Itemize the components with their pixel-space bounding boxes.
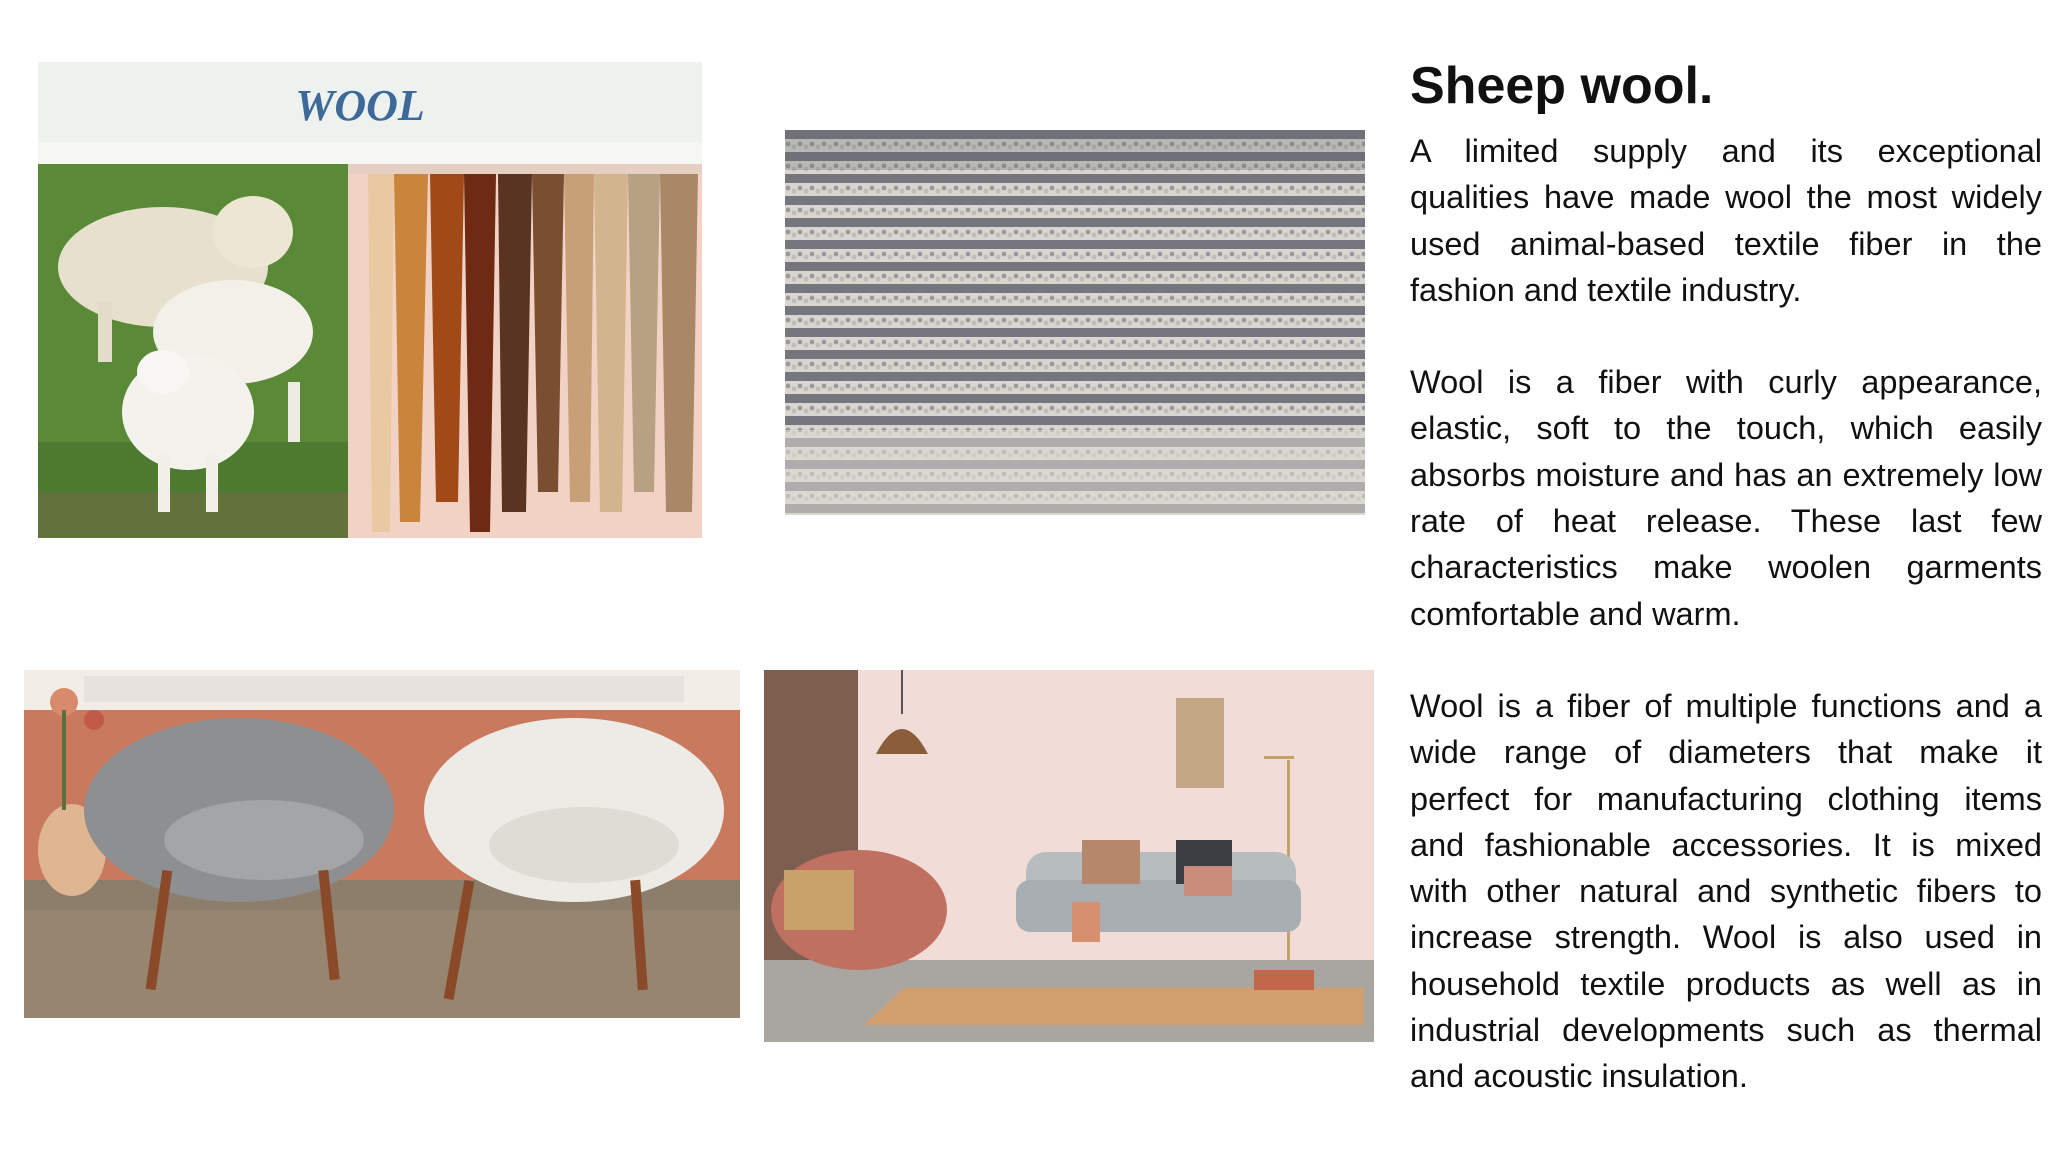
living-room-image <box>764 670 1374 1042</box>
wool-collage-label: WOOL <box>295 81 425 130</box>
slide-title: Sheep wool. <box>1410 57 1714 115</box>
paragraph-intro: A limited supply and its exceptional qualities have made wool the most widely used animal-based textile fiber in the fashion and textile industry. <box>1410 133 2042 308</box>
sheepskin-chairs-image <box>24 670 740 1018</box>
text-column <box>1410 56 2042 1146</box>
paragraph-properties: Wool is a fiber with curly appearance, elastic, soft to the touch, which easily absorbs moisture and has an extremely low rate of heat release. These last few characteristics make woolen garments comfortable and warm. <box>1410 364 2042 632</box>
paragraph-uses: Wool is a fiber of multiple functions and a wide range of diameters that make it perfect for manufacturing clothing items and fashionable accessories. It is mixed with other natural and synthetic fibers to increase strength. Wool is also used in household textile products as well as in industrial developments such as thermal and acoustic insulation. <box>1410 687 2042 1095</box>
wool-fabric-texture-image <box>785 130 1365 515</box>
wool-collage-image <box>38 62 702 538</box>
